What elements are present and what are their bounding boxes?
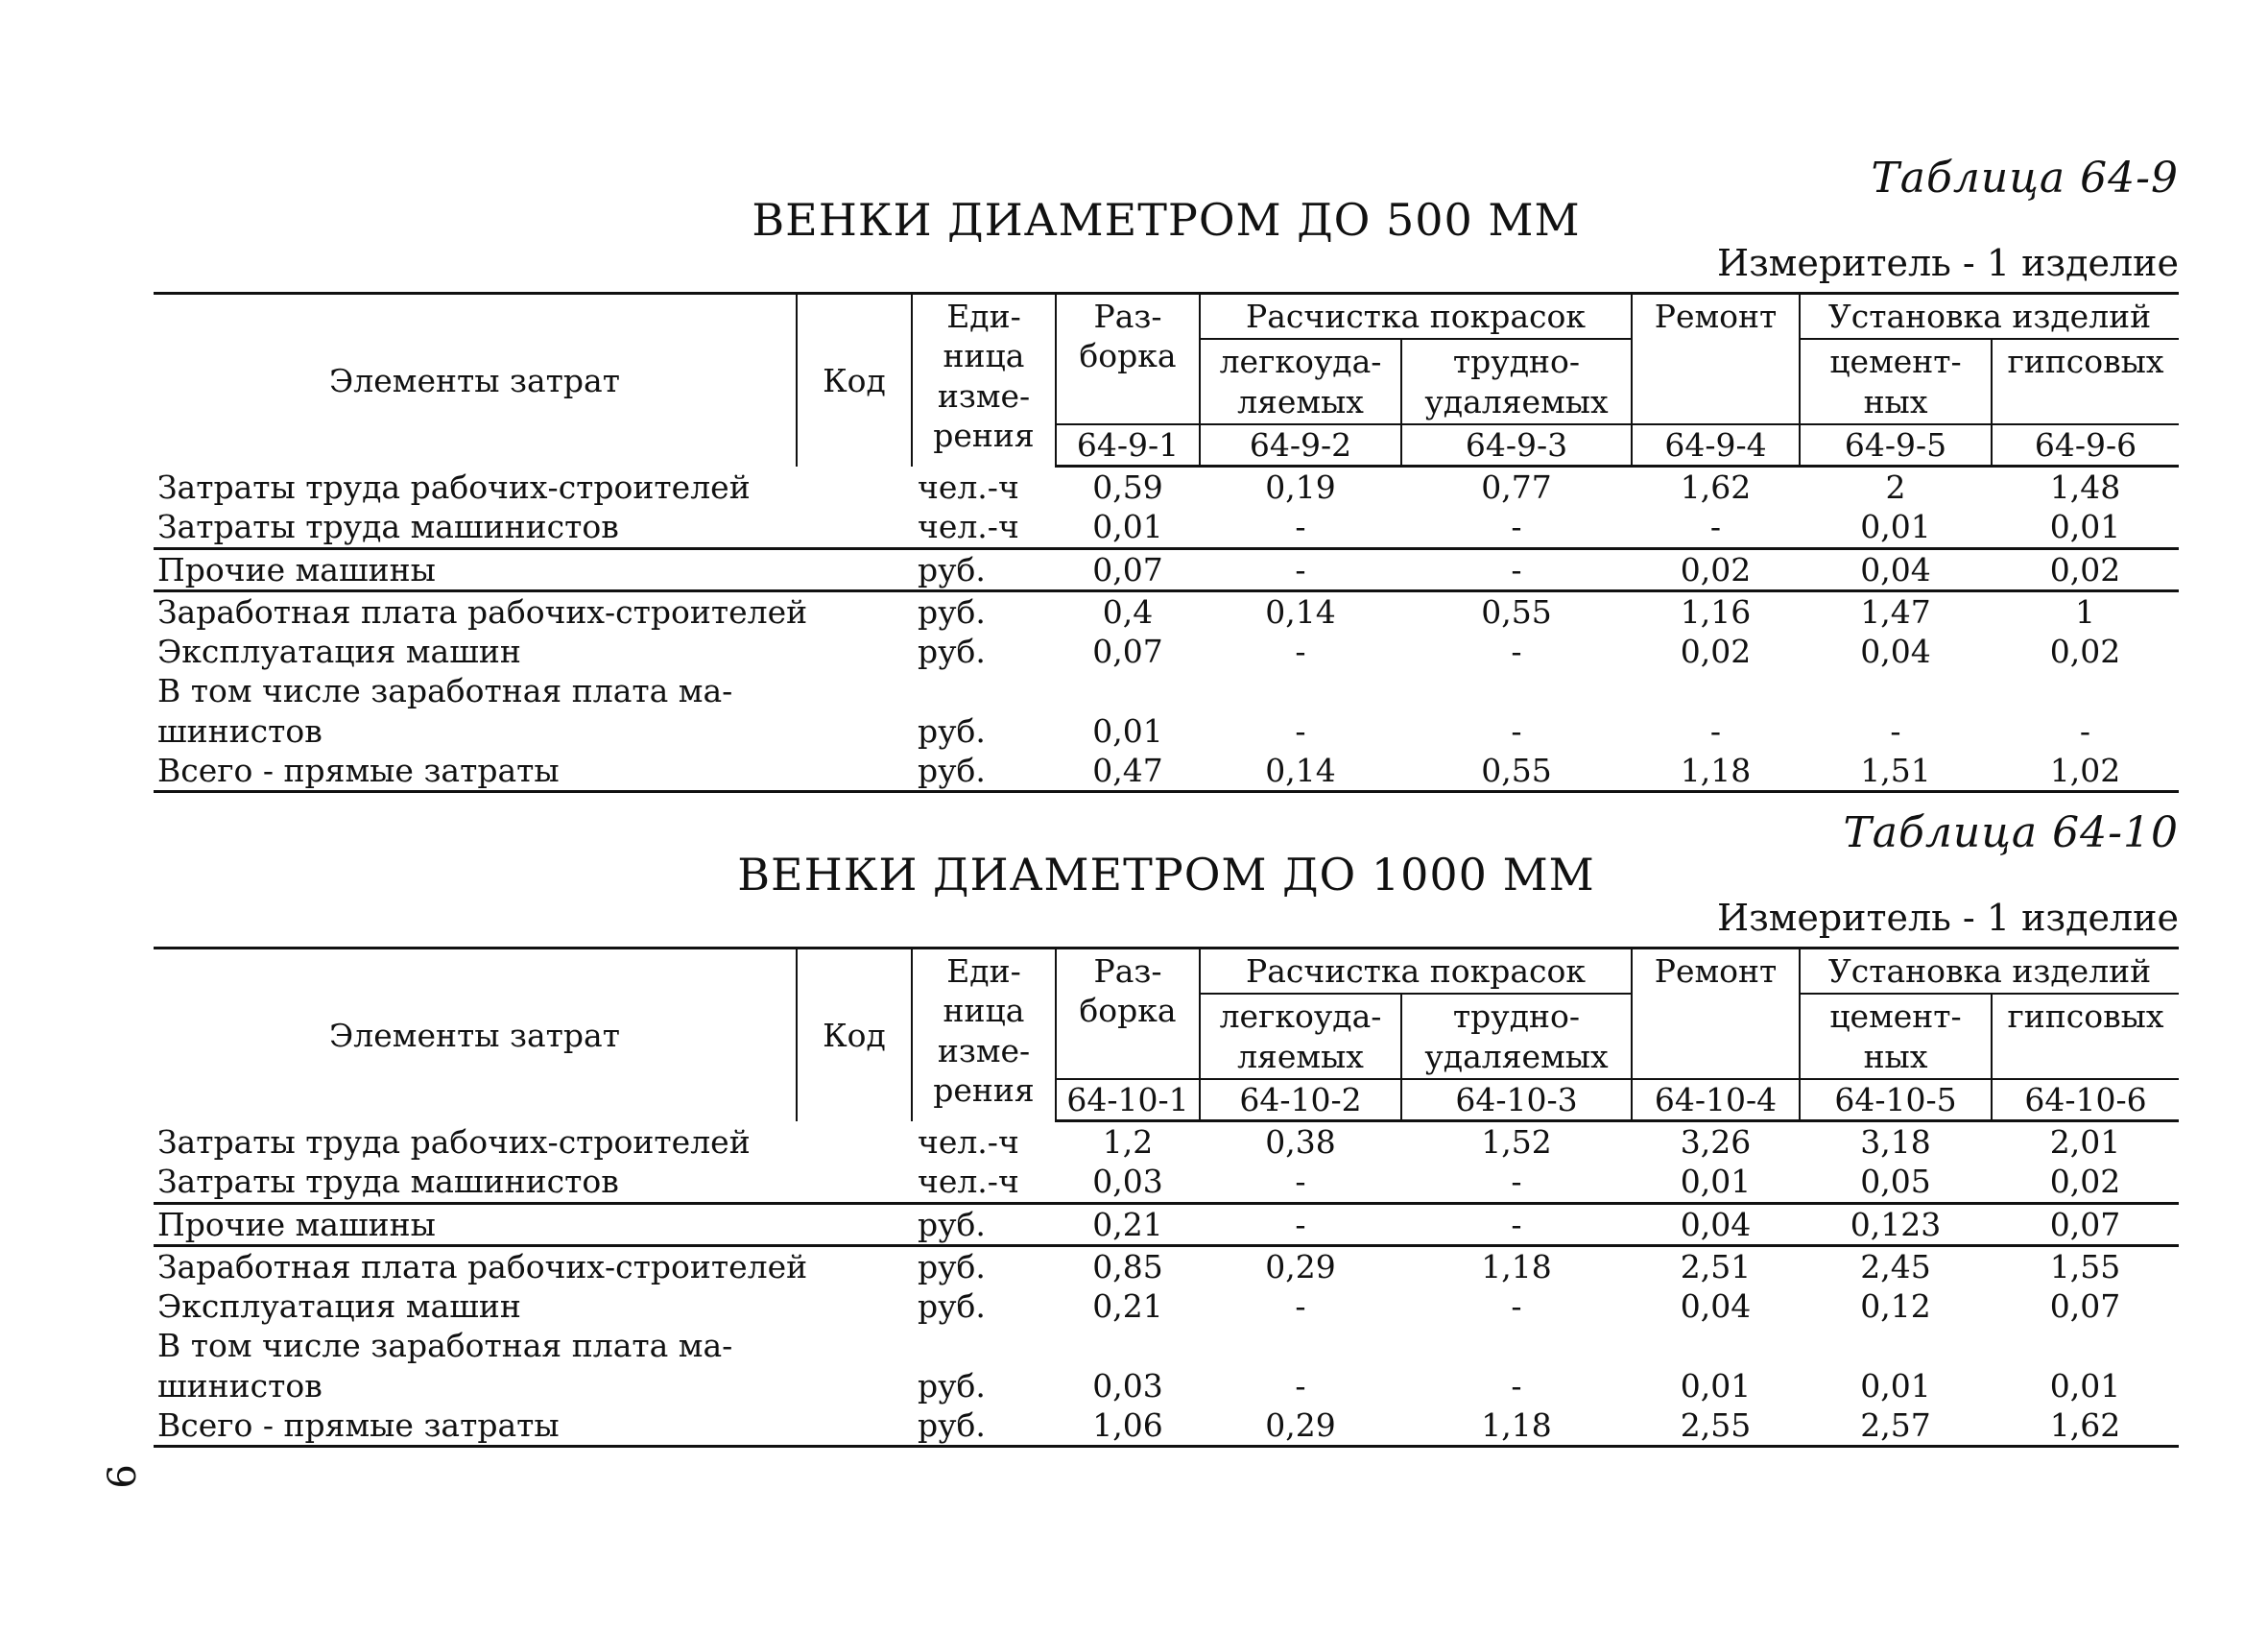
row-unit: руб.	[918, 1287, 986, 1325]
row-value: -	[1511, 633, 1522, 670]
row-value: 0,14	[1200, 751, 1401, 792]
row-value: 0,123	[1800, 1203, 1992, 1245]
row-value: 1,2	[1102, 1123, 1154, 1161]
row-value: 0,07	[1992, 1203, 2179, 1245]
row-value: 0,55	[1401, 751, 1632, 792]
row-name: Затраты труда машинистов	[154, 1162, 797, 1203]
header-easy: легкоуда- ляемых	[1200, 994, 1401, 1079]
table-title: ВЕНКИ ДИАМЕТРОМ ДО 1000 ММ	[737, 849, 1595, 901]
row-value: -	[2079, 711, 2091, 750]
cost-table	[154, 947, 2179, 1448]
header-cement: цемент- ных	[1800, 339, 1992, 424]
table-row	[154, 1162, 2179, 1203]
row-value: -	[1890, 711, 1901, 750]
table-row	[154, 1121, 2179, 1163]
header-unit: Еди- ница изме- рения	[912, 294, 1056, 467]
measure-label: Измеритель - 1 изделие	[1716, 897, 2179, 939]
row-value: 2,01	[2049, 1123, 2121, 1161]
row-value: 1,62	[1992, 1405, 2179, 1447]
row-value	[1401, 671, 1632, 710]
code-cell: 64-10-1	[1056, 1079, 1200, 1121]
code-cell: 64-9-2	[1200, 424, 1401, 467]
row-name: Эксплуатация машин	[157, 633, 521, 670]
row-value	[1200, 671, 1401, 710]
row-value: 0,85	[1092, 1247, 1163, 1285]
row-value: -	[1632, 507, 1800, 548]
row-value	[1056, 1326, 1200, 1365]
table-row	[154, 751, 2179, 792]
row-code	[797, 1286, 912, 1326]
code-cell: 64-10-4	[1632, 1079, 1800, 1121]
row-value: -	[1511, 1287, 1522, 1325]
row-value: -	[1295, 711, 1306, 750]
row-value	[1992, 1326, 2179, 1365]
header-razborka: Раз- борка	[1056, 294, 1200, 424]
row-value: 0,02	[1992, 1162, 2179, 1203]
header-code: Код	[797, 949, 912, 1121]
header-cleaning: Расчистка покрасок	[1200, 294, 1632, 340]
row-unit: руб.	[912, 751, 1056, 792]
row-value: 2,45	[1860, 1247, 1931, 1285]
row-code	[797, 1405, 912, 1447]
row-value: -	[1401, 507, 1632, 548]
row-value: 0,19	[1265, 468, 1336, 506]
row-value: 0,02	[1680, 633, 1752, 670]
table-row	[154, 632, 2179, 671]
row-value: 1,48	[2049, 468, 2121, 506]
header-code: Код	[797, 294, 912, 467]
row-name: В том числе заработная плата ма-	[157, 1327, 733, 1365]
row-code	[797, 1245, 912, 1286]
row-code	[797, 467, 912, 508]
row-value: 1,51	[1800, 751, 1992, 792]
header-repair: Ремонт	[1632, 949, 1800, 1079]
header-easy: легкоуда- ляемых	[1200, 339, 1401, 424]
row-code	[797, 1162, 912, 1203]
row-value	[1401, 1326, 1632, 1365]
header-cement: цемент- ных	[1800, 994, 1992, 1079]
header-elements: Элементы затрат	[154, 949, 797, 1121]
row-value: 0,04	[1632, 1203, 1800, 1245]
row-value: -	[1200, 1203, 1401, 1245]
row-value: 1,18	[1632, 751, 1800, 792]
row-value	[1632, 1326, 1800, 1365]
table-row	[154, 1245, 2179, 1286]
header-cleaning: Расчистка покрасок	[1200, 949, 1632, 995]
row-value: 2,55	[1632, 1405, 1800, 1447]
row-value: -	[1401, 1162, 1632, 1203]
row-code	[797, 507, 912, 548]
row-value: -	[1200, 507, 1401, 548]
row-code	[797, 1121, 912, 1163]
row-value: 0,01	[1056, 507, 1200, 548]
row-code	[797, 590, 912, 632]
row-unit: руб.	[918, 1247, 986, 1285]
table-row	[154, 548, 2179, 590]
row-value: -	[1295, 633, 1306, 670]
row-name: Эксплуатация машин	[157, 1287, 521, 1325]
table-row	[154, 671, 2179, 710]
row-name: Прочие машины	[154, 1203, 797, 1245]
row-unit: руб.	[912, 1203, 1056, 1245]
row-value: 0,29	[1265, 1247, 1336, 1285]
row-value: 0,01	[1680, 1366, 1752, 1405]
row-unit: чел.-ч	[912, 507, 1056, 548]
row-value: -	[1200, 548, 1401, 590]
header-hard: трудно- удаляемых	[1401, 994, 1632, 1079]
code-cell: 64-9-1	[1056, 424, 1200, 467]
row-value: 0,02	[1632, 548, 1800, 590]
cost-table	[154, 292, 2179, 793]
row-value: 1	[2075, 592, 2095, 631]
row-name: шинистов	[157, 1366, 322, 1405]
row-unit: руб.	[918, 1366, 986, 1405]
row-unit: чел.-ч	[918, 468, 1019, 506]
row-name: Заработная плата рабочих-строителей	[157, 1247, 808, 1285]
row-value	[1800, 1326, 1992, 1365]
row-unit: чел.-ч	[918, 1123, 1019, 1161]
row-value: 0,12	[1860, 1287, 1931, 1325]
row-value: 1,16	[1680, 592, 1752, 631]
row-value: -	[1295, 1366, 1306, 1405]
row-value: 0,04	[1800, 548, 1992, 590]
row-unit: руб.	[918, 592, 986, 631]
code-cell: 64-10-2	[1200, 1079, 1401, 1121]
table-title: ВЕНКИ ДИАМЕТРОМ ДО 500 ММ	[752, 194, 1581, 246]
header-gypsum: гипсовых	[1992, 339, 2179, 424]
header-gypsum: гипсовых	[1992, 994, 2179, 1079]
row-code	[797, 548, 912, 590]
row-value: 0,01	[1632, 1162, 1800, 1203]
row-value: 0,4	[1102, 592, 1154, 631]
row-code	[797, 1366, 912, 1405]
row-value: 1,52	[1481, 1123, 1552, 1161]
table-row	[154, 467, 2179, 508]
row-value: 0,38	[1265, 1123, 1336, 1161]
row-value: 1,18	[1481, 1247, 1552, 1285]
row-value: 0,02	[2049, 633, 2121, 670]
row-value: 1,02	[1992, 751, 2179, 792]
header-hard: трудно- удаляемых	[1401, 339, 1632, 424]
table-row	[154, 1366, 2179, 1405]
row-unit: руб.	[918, 633, 986, 670]
row-unit: руб.	[918, 711, 986, 750]
row-value: 0,04	[1860, 633, 1931, 670]
row-unit	[912, 1326, 1056, 1365]
header-repair: Ремонт	[1632, 294, 1800, 424]
row-code	[797, 1326, 912, 1365]
table-row	[154, 1326, 2179, 1365]
row-value: -	[1401, 548, 1632, 590]
row-name: В том числе заработная плата ма-	[157, 672, 733, 710]
row-name: Затраты труда рабочих-строителей	[157, 468, 751, 506]
row-value: 2,51	[1680, 1247, 1752, 1285]
row-value: 1,55	[2049, 1247, 2121, 1285]
row-value: 1,62	[1680, 468, 1752, 506]
row-name: Прочие машины	[154, 548, 797, 590]
row-value: 2,57	[1800, 1405, 1992, 1447]
row-value: 0,47	[1056, 751, 1200, 792]
header-install: Установка изделий	[1800, 949, 2179, 995]
row-value	[1056, 671, 1200, 710]
table-number: Таблица 64-9	[1871, 154, 2179, 203]
code-cell: 64-9-5	[1800, 424, 1992, 467]
row-value: -	[1709, 711, 1722, 750]
row-name: Всего - прямые затраты	[154, 751, 797, 792]
row-value: 0,14	[1265, 592, 1336, 631]
row-value: -	[1401, 1203, 1632, 1245]
row-value: 1,18	[1401, 1405, 1632, 1447]
row-value	[1632, 671, 1800, 710]
header-unit: Еди- ница изме- рения	[912, 949, 1056, 1121]
row-value: 0,21	[1056, 1203, 1200, 1245]
table-row	[154, 590, 2179, 632]
code-cell: 64-9-6	[1992, 424, 2179, 467]
row-unit: руб.	[912, 1405, 1056, 1447]
row-value: 0,07	[1092, 633, 1163, 670]
header-elements: Элементы затрат	[154, 294, 797, 467]
code-cell: 64-9-3	[1401, 424, 1632, 467]
row-value: 0,07	[1056, 548, 1200, 590]
row-name: Заработная плата рабочих-строителей	[157, 592, 808, 631]
header-razborka: Раз- борка	[1056, 949, 1200, 1079]
table-number: Таблица 64-10	[1843, 808, 2179, 857]
table-row	[154, 1405, 2179, 1447]
row-name: Всего - прямые затраты	[154, 1405, 797, 1447]
table-row	[154, 1286, 2179, 1326]
page-number: 9	[97, 1464, 142, 1489]
row-value: -	[1200, 1162, 1401, 1203]
row-value: 1,06	[1056, 1405, 1200, 1447]
row-value: 2	[1885, 468, 1906, 506]
row-code	[797, 671, 912, 710]
row-code	[797, 1203, 912, 1245]
row-value: 0,04	[1680, 1287, 1752, 1325]
row-value: -	[1295, 1287, 1306, 1325]
measure-label: Измеритель - 1 изделие	[1716, 242, 2179, 284]
code-cell: 64-10-3	[1401, 1079, 1632, 1121]
table-row	[154, 711, 2179, 751]
row-value: 0,77	[1481, 468, 1552, 506]
row-name: Затраты труда рабочих-строителей	[157, 1123, 751, 1161]
row-unit: чел.-ч	[912, 1162, 1056, 1203]
row-value: 0,03	[1092, 1366, 1163, 1405]
row-value: 1,47	[1860, 592, 1931, 631]
header-install: Установка изделий	[1800, 294, 2179, 340]
row-code	[797, 632, 912, 671]
row-value: 3,26	[1680, 1123, 1752, 1161]
row-value: 3,18	[1860, 1123, 1931, 1161]
row-name: шинистов	[157, 711, 322, 750]
row-value: -	[1511, 1366, 1522, 1405]
row-value: 0,07	[2049, 1287, 2121, 1325]
row-value: 0,01	[1800, 507, 1992, 548]
row-value	[1200, 1326, 1401, 1365]
row-value: -	[1511, 711, 1522, 750]
row-value: 0,01	[2049, 1366, 2121, 1405]
row-value: 0,59	[1092, 468, 1163, 506]
row-value	[1992, 671, 2179, 710]
table-row	[154, 507, 2179, 548]
row-code	[797, 711, 912, 751]
row-value: 0,03	[1056, 1162, 1200, 1203]
row-unit: руб.	[912, 548, 1056, 590]
row-value	[1800, 671, 1992, 710]
code-cell: 64-10-5	[1800, 1079, 1992, 1121]
table-row	[154, 1203, 2179, 1245]
row-unit	[912, 671, 1056, 710]
row-value: 0,02	[1992, 548, 2179, 590]
row-value: 0,55	[1481, 592, 1552, 631]
row-value: 0,01	[1092, 711, 1163, 750]
row-value: 0,29	[1200, 1405, 1401, 1447]
code-cell: 64-10-6	[1992, 1079, 2179, 1121]
row-value: 0,05	[1800, 1162, 1992, 1203]
row-value: 0,01	[1860, 1366, 1931, 1405]
row-name: Затраты труда машинистов	[154, 507, 797, 548]
row-value: 0,01	[1992, 507, 2179, 548]
code-cell: 64-9-4	[1632, 424, 1800, 467]
row-value: 0,21	[1092, 1287, 1163, 1325]
row-code	[797, 751, 912, 792]
